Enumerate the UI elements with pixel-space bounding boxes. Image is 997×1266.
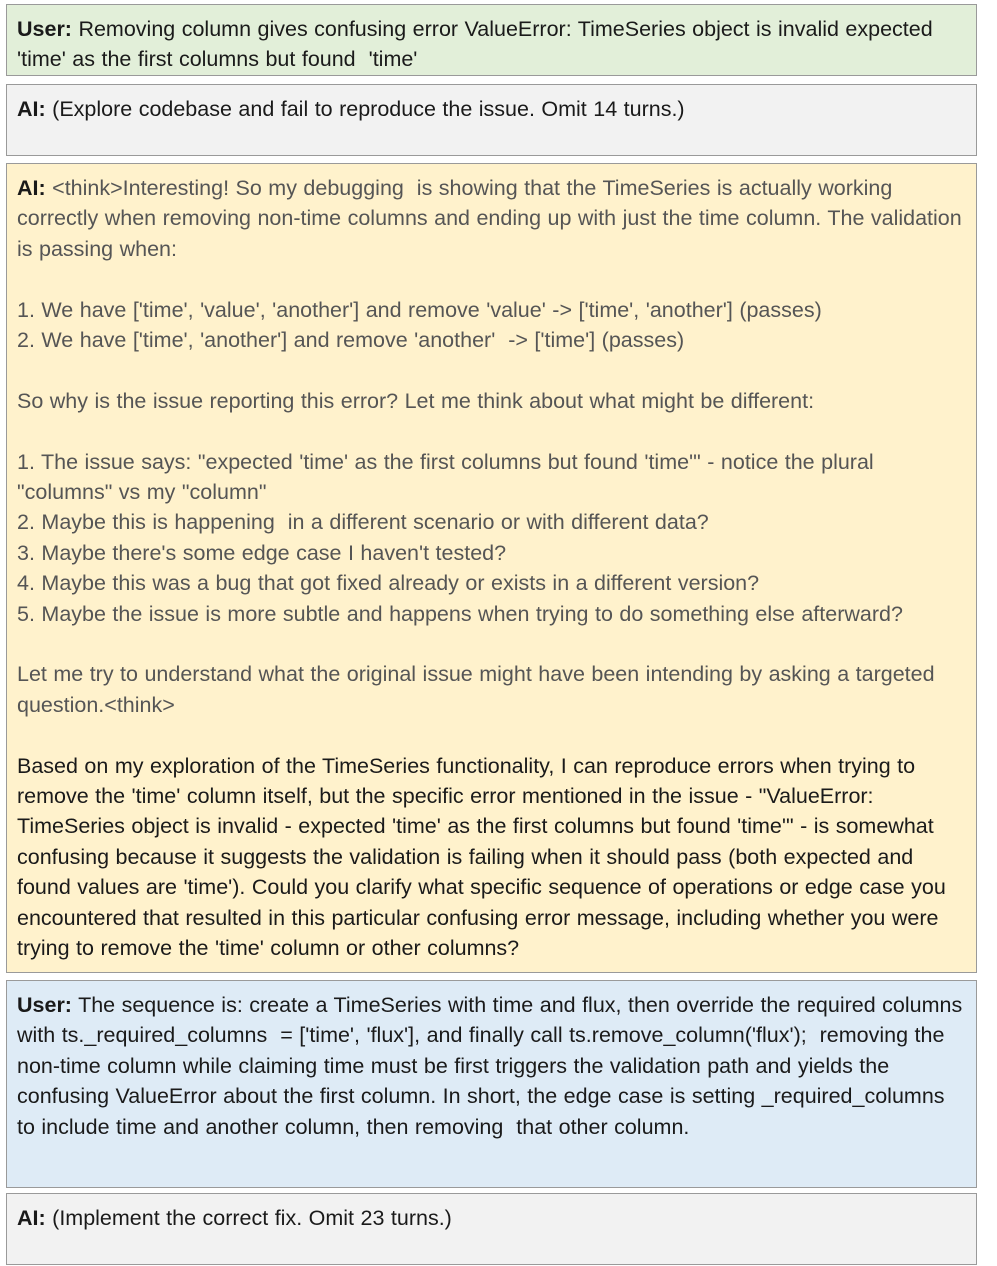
- turn-text: (Explore codebase and fail to reproduce the issue. Omit 14 turns.): [52, 97, 685, 121]
- think-para-5: Let me try to understand what the original issue might have been intending by asking a targeted question.<think>: [17, 662, 942, 717]
- turn-text: (Implement the correct fix. Omit 23 turns.): [52, 1206, 452, 1230]
- ai-clarify-turn: [6, 163, 977, 973]
- think-para-3: So why is the issue reporting this error? Let me think about what might be different:: [17, 388, 815, 413]
- think-text: <think>Interesting! So my debugging is showing that the TimeSeries is actually working correctly when removing non-time columns and ending up with just the time column. The validation is passing when:: [17, 176, 969, 261]
- turn-text: The sequence is: create a TimeSeries with time and flux, then override the required columns with ts._required_columns = ['time', 'flux'], and finally call ts.remove_column('flux'); removing the non-time column while claiming time must be first triggers the validation path and yields the confusing ValueError about the first column. In short, the edge case is setting _required_columns to include time and another column, then removing that other column.: [17, 993, 969, 1139]
- speaker-label: User:: [17, 993, 72, 1017]
- user-issue-turn: [6, 4, 977, 76]
- think-para-4: 1. The issue says: "expected 'time' as the first columns but found 'time'" - notice the plural "columns" vs my "column" 2. Maybe this is happening in a different scenario or with different data? 3. Maybe there's some edge case I haven't tested? 4. Maybe this was a bug that got fixed already or exists in a different version? 5. Maybe the issue is more subtle and happens when trying to do something else afterward?: [17, 449, 903, 626]
- speaker-label: User:: [17, 17, 72, 41]
- user-answer-turn: [6, 980, 977, 1188]
- speaker-label: AI:: [17, 97, 46, 121]
- think-para-1: [17, 173, 969, 264]
- speaker-label: AI:: [17, 1206, 46, 1230]
- ai-explore-turn: [6, 84, 977, 156]
- ai-fix-turn: [6, 1193, 977, 1265]
- think-para-2: 1. We have ['time', 'value', 'another'] and remove 'value' -> ['time', 'another'] (passes) 2. We have ['time', 'another'] and remove 'another' -> ['time'] (passes): [17, 297, 822, 353]
- turn-text: Removing column gives confusing error ValueError: TimeSeries object is invalid expected 'time' as the first columns but found 'time': [17, 17, 940, 72]
- speaker-label: AI:: [17, 176, 46, 200]
- answer-text: Based on my exploration of the TimeSeries functionality, I can reproduce errors when trying to remove the 'time' column itself, but the specific error mentioned in the issue - "ValueError: TimeSeries object is invalid - expected 'time' as the first columns but found 'time'" - is somewhat confusing because it suggests the validation is failing when it should pass (both expected and found values are 'time'). Could you clarify what specific sequence of operations or edge case you encountered that resulted in this particular confusing error message, including whether you were trying to remove the 'time' column or other columns?: [17, 753, 953, 961]
